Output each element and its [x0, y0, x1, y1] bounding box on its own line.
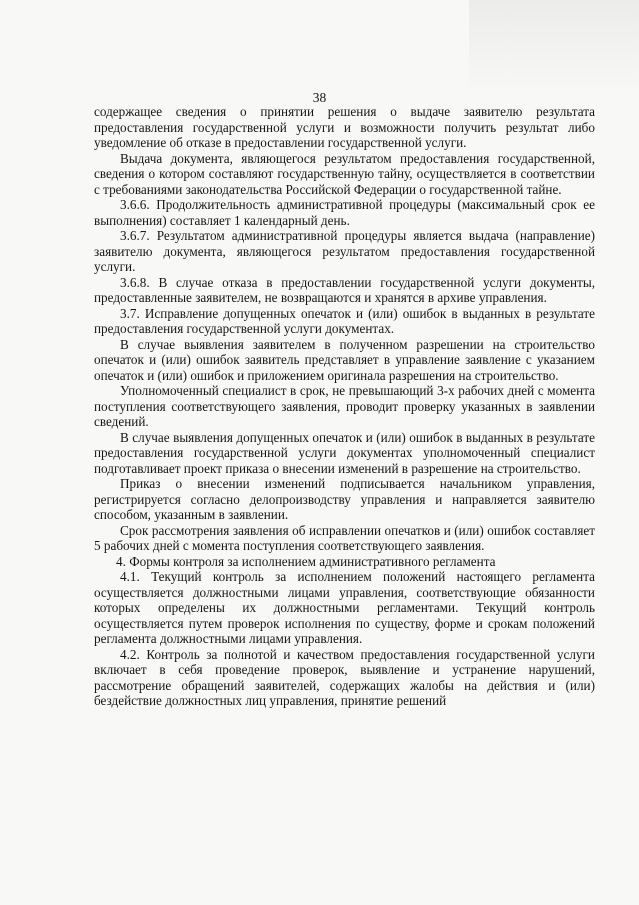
paragraph: 4.2. Контроль за полнотой и качеством предоставления государственной услуги включает в себя проведение проверок, выявление и устранение нарушений, рассмотрение обращений заявителей, содержащих жалобы на действия и (или) бездействие должностных лиц управления, принятие решений — [94, 646, 595, 708]
paragraph: содержащее сведения о принятии решения о выдаче заявителю результата предоставления государственной услуги и возможности получить результат либо уведомление об отказе в предоставлении государственной услуги. — [94, 104, 595, 150]
paragraph: В случае выявления допущенных опечаток и (или) ошибок в выданных в результате предоставления государственной услуги документах уполномоченный специалист подготавливает проект приказа о внесении изменений в разрешение на строительство. — [94, 429, 595, 476]
paragraph: 3.6.6. Продолжительность административной процедуры (максимальный срок ее выполнения) составляет 1 календарный день. — [94, 197, 595, 228]
paragraph: 4.1. Текущий контроль за исполнением положений настоящего регламента осуществляется должностными лицами управления, соответствующие обязанности которых определены их должностными регламентами. Текущий контроль осуществляется путем проверок исполнения по существу, форме и срокам положений регламента должностными лицами управления. — [94, 569, 595, 646]
paragraph: Приказ о внесении изменений подписывается начальником управления, регистрируется согласно делопроизводству управления и направляется заявителю способом, указанным в заявлении. — [94, 476, 595, 522]
scan-shadow — [469, 0, 639, 95]
section-heading: 4. Формы контроля за исполнением административного регламента — [116, 553, 496, 569]
paragraph: 3.7. Исправление допущенных опечаток и (или) ошибок в выданных в результате предоставления государственной услуги документах. — [94, 305, 595, 336]
paragraph: Выдача документа, являющегося результатом предоставления государственной, сведения о котором составляют государственную тайну, осуществляется в соответствии с требованиями законодательства Российской Федерации о государственной тайне. — [94, 150, 595, 197]
paragraph: В случае выявления заявителем в полученном разрешении на строительство опечаток и (или) ошибок заявитель представляет в управление заявление с указанием опечаток и (или) ошибок и приложением оригинала разрешения на строительство. — [94, 336, 595, 383]
document-body — [94, 104, 595, 709]
page-number: 38 — [312, 90, 327, 105]
paragraph: 3.6.7. Результатом административной процедуры является выдача (направление) заявителю документа, являющегося результатом предоставления государственной услуги. — [94, 228, 595, 274]
paragraph: 3.6.8. В случае отказа в предоставлении государственной услуги документы, предоставленные заявителем, не возвращаются и хранятся в архиве управления. — [94, 274, 595, 305]
paragraph: Уполномоченный специалист в срок, не превышающий 3-х рабочих дней с момента поступления соответствующего заявления, проводит проверку указанных в заявлении сведений. — [94, 383, 595, 429]
paragraph: Срок рассмотрения заявления об исправлении опечатков и (или) ошибок составляет 5 рабочих дней с момента поступления соответствующего заявления. — [94, 522, 595, 553]
